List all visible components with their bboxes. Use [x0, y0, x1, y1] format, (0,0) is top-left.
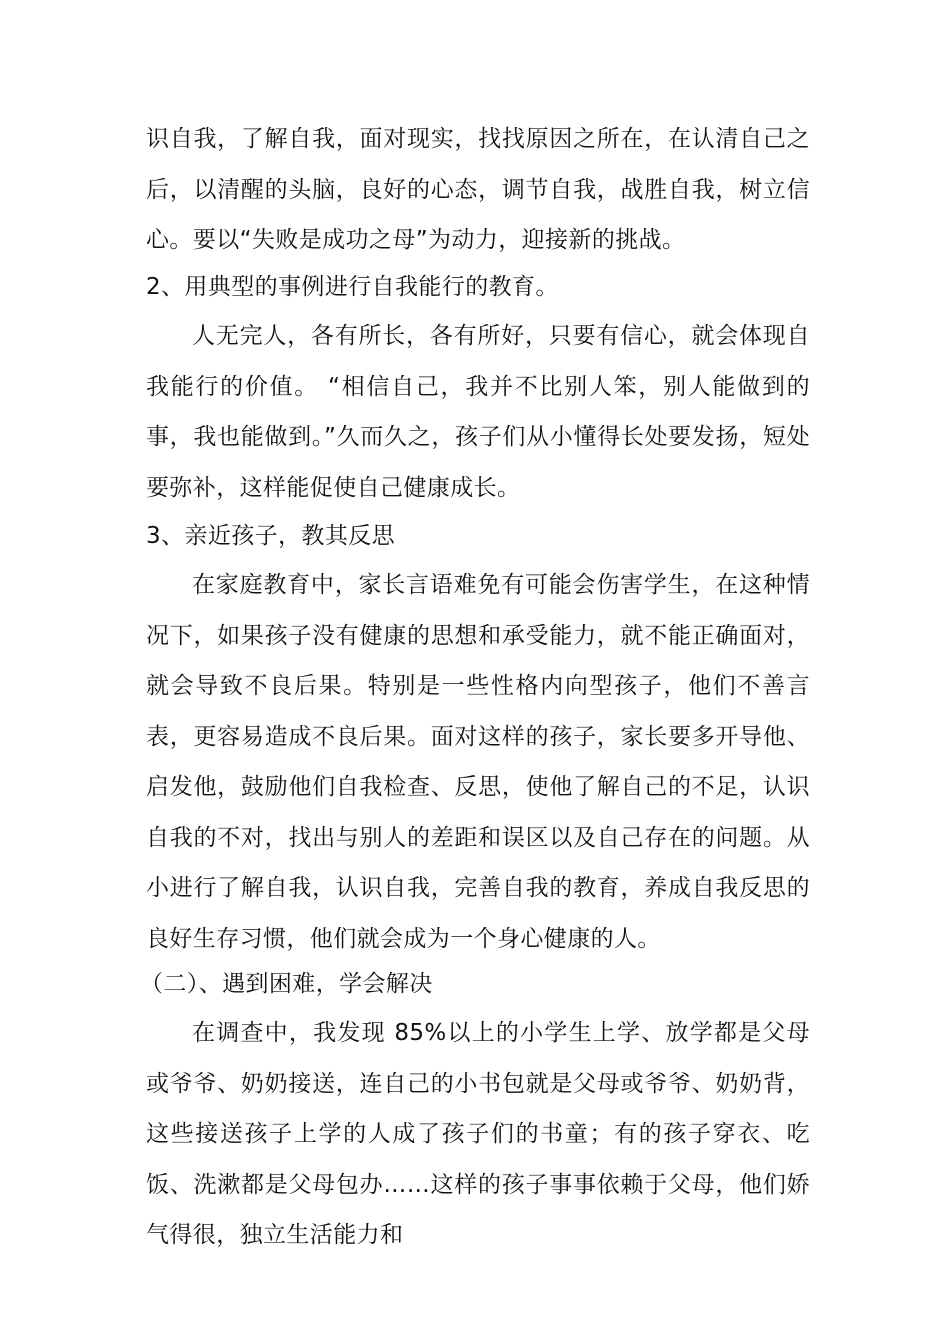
heading-typical-examples: 2、用典型的事例进行自我能行的教育。: [146, 274, 559, 300]
heading-solve-difficulties: （二）、遇到困难，学会解决: [140, 971, 433, 997]
paragraph-self-awareness: 识自我，了解自我，面对现实，找找原因之所在，在认清自己之后，以清醒的头脑，良好的心态，调节自我，战胜自我，树立信心。要以“失败是成功之母”为动力，迎接新的挑战。: [146, 126, 810, 253]
paragraph-survey: 在调查中，我发现 85%以上的小学生上学、放学都是父母或爷爷、奶奶接送，连自己的小书包就是父母或爷爷、奶奶背，这些接送孩子上学的人成了孩子们的书童；有的孩子穿衣、吃饭、洗漱都是父母包办……这样的孩子事事依赖于父母，他们娇气得很，独立生活能力和: [146, 1020, 810, 1248]
paragraph-reflection: 在家庭教育中，家长言语难免有可能会伤害学生，在这种情况下，如果孩子没有健康的思想和承受能力，就不能正确面对，就会导致不良后果。特别是一些性格内向型孩子，他们不善言表，更容易造成不良后果。面对这样的孩子，家长要多开导他、启发他，鼓励他们自我检查、反思，使他了解自己的不足，认识自我的不对，找出与别人的差距和误区以及自己存在的问题。从小进行了解自我，认识自我，完善自我的教育，养成自我反思的良好生存习惯，他们就会成为一个身心健康的人。: [146, 572, 810, 952]
heading-close-to-children: 3、亲近孩子，教其反思: [146, 523, 396, 549]
paragraph-confidence: 人无完人，各有所长，各有所好，只要有信心，就会体现自我能行的价值。 “相信自己，我并不比别人笨，别人能做到的事，我也能做到。”久而久之，孩子们从小懂得长处要发扬，短处要弥补，这样能促使自己健康成长。: [146, 323, 810, 501]
